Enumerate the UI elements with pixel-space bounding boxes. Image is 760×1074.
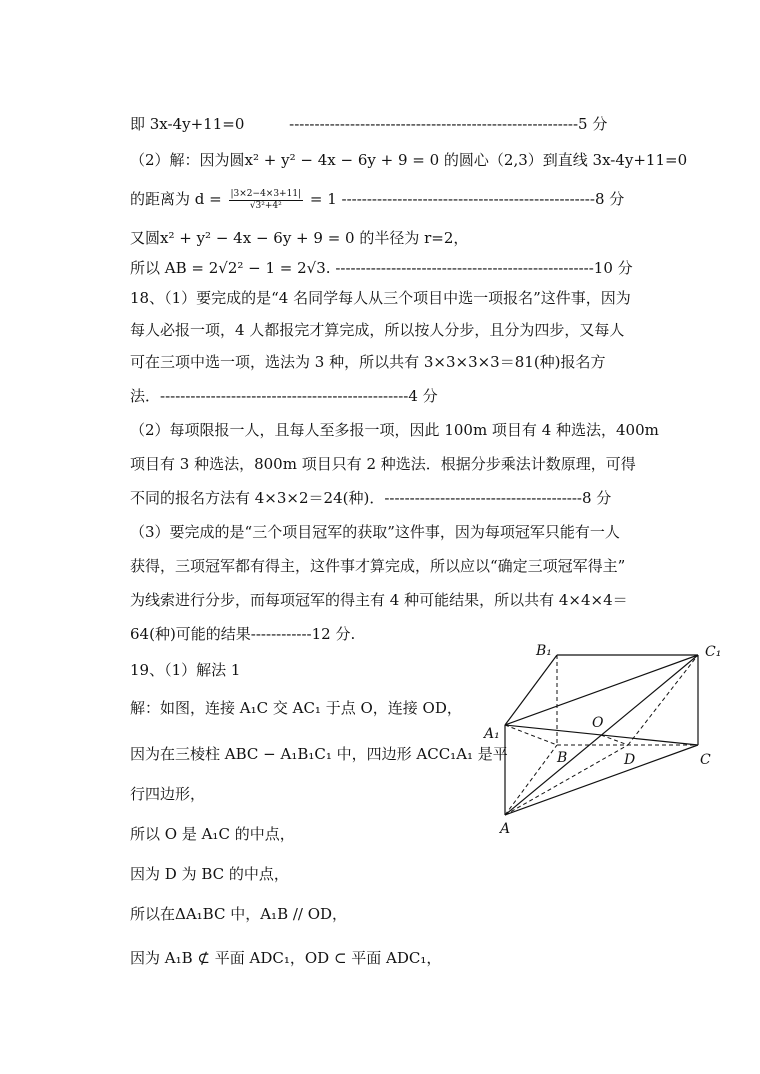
prism-diagram (470, 630, 730, 850)
label-c: C (700, 752, 711, 768)
line-10: （2）每项限报一人，且每人至多报一项，因此 100m 项目有 4 种选法，400m (130, 421, 659, 439)
line-9: 法．-------------------------------------------------4 分 (130, 387, 438, 405)
line-19: 因为在三棱柱 ABC − A₁B₁C₁ 中，四边形 ACC₁A₁ 是平 (130, 745, 508, 763)
fraction-denominator: √3²+4² (249, 200, 282, 211)
label-b: B (557, 750, 568, 766)
line-15: 为线索进行分步，而每项冠军的得主有 4 种可能结果，所以共有 4×4×4＝ (130, 591, 628, 609)
line-22: 因为 D 为 BC 的中点， (130, 865, 289, 883)
label-a1: A₁ (484, 726, 500, 742)
label-o: O (592, 715, 604, 731)
line-20: 行四边形， (130, 785, 206, 803)
line-12: 不同的报名方法有 4×3×2＝24(种)．---------------------------------------8 分 (130, 489, 612, 507)
line-4: 又圆x² + y² − 4x − 6y + 9 = 0 的半径为 r=2， (130, 229, 469, 247)
edge-b1a1 (505, 655, 557, 725)
label-d: D (624, 752, 636, 768)
line-14: 获得，三项冠军都有得主，这件事才算完成，所以应以“确定三项冠军得主” (130, 557, 626, 575)
edge-dc1 (628, 655, 698, 745)
score-dashes: ---------------------------------------------------------5 分 (289, 115, 608, 133)
line-2: （2）解：因为圆x² + y² − 4x − 6y + 9 = 0 的圆心（2,3）到直线 3x-4y+11=0 (130, 151, 688, 169)
edge-ac (505, 745, 698, 815)
line-23: 所以在ΔA₁BC 中，A₁B // OD， (130, 905, 348, 923)
edge-ab (505, 745, 557, 815)
distance-fraction (229, 189, 304, 212)
line-16: 64(种)可能的结果------------12 分. (130, 625, 356, 643)
label-b1: B₁ (536, 643, 552, 659)
line-3 (130, 184, 624, 214)
line-5: 所以 AB = 2√2² − 1 = 2√3. ---------------------------------------------------10 分 (130, 259, 633, 277)
line-24: 因为 A₁B ⊄ 平面 ADC₁，OD ⊂ 平面 ADC₁， (130, 949, 442, 967)
line-11: 项目有 3 种选法，800m 项目只有 2 种选法．根据分步乘法计数原理，可得 (130, 455, 636, 473)
line-18: 解：如图，连接 A₁C 交 AC₁ 于点 O，连接 OD， (130, 699, 462, 717)
fraction-numerator: |3×2−4×3+11| (230, 188, 302, 199)
line-7: 每人必报一项，4 人都报完才算完成，所以按人分步，且分为四步，又每人 (130, 321, 625, 339)
label-a: A (500, 821, 511, 837)
line-1 (130, 114, 607, 134)
distance-prefix: 的距离为 d = (130, 190, 222, 208)
line-8: 可在三项中选一项，选法为 3 种，所以共有 3×3×3×3＝81(种)报名方 (130, 353, 606, 371)
equation-text: 即 3x-4y+11=0 (130, 115, 245, 133)
line-13: （3）要完成的是“三个项目冠军的获取”这件事，因为每项冠军只能有一人 (130, 523, 620, 541)
line-21: 所以 O 是 A₁C 的中点， (130, 825, 295, 843)
line-17: 19、（1）解法 1 (130, 661, 241, 679)
label-c1: C₁ (705, 644, 722, 660)
distance-result: = 1 --------------------------------------------------8 分 (309, 190, 625, 208)
line-6: 18、（1）要完成的是“4 名同学每人从三个项目中选一项报名”这件事，因为 (130, 289, 631, 307)
